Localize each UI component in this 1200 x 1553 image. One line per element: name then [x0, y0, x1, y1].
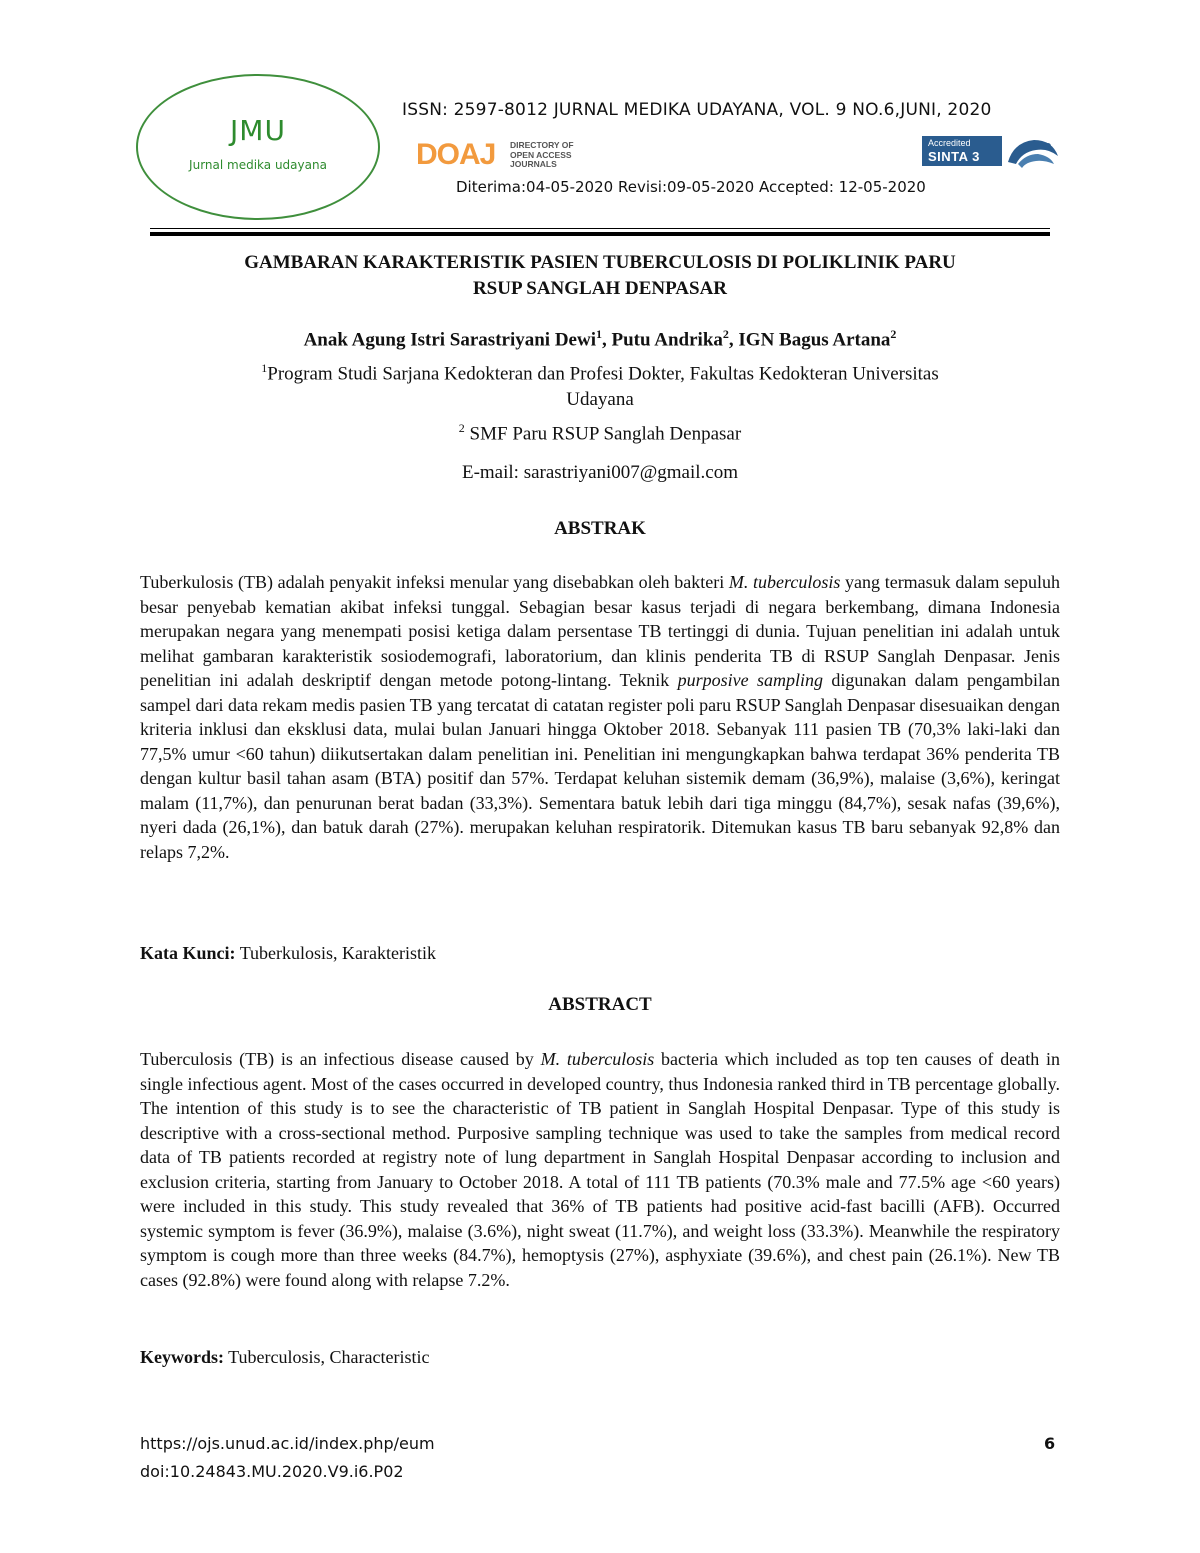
submission-dates: Diterima:04-05-2020 Revisi:09-05-2020 Accepted: 12-05-2020 — [456, 178, 926, 196]
doaj-line1: DIRECTORY OF — [510, 140, 574, 150]
author-3: , IGN Bagus Artana — [728, 329, 891, 351]
affiliation-2-sup: 2 — [458, 421, 465, 436]
abstract-body — [140, 1047, 1060, 1292]
title-line-2: RSUP SANGLAH DENPASAR — [472, 278, 728, 299]
keywords-values: Tuberculosis, Characteristic — [224, 1347, 430, 1367]
affiliations — [140, 355, 1060, 448]
affiliation-2-text: SMF Paru RSUP Sanglah Denpasar — [464, 423, 742, 445]
footer-doi: doi:10.24843.MU.2020.V9.i6.P02 — [140, 1462, 404, 1481]
abstrak-text-2: yang termasuk dalam sepuluh besar penyebab kematian akibat infeksi tunggal. Sebagian besar kasus terjadi di negara berkembang, dimana Indonesia merupakan negara yang menempati posisi ketiga dalam persentase TB tertinggi di dunia. Tujuan penelitian ini adalah untuk melihat gambaran karakteristik sosiodemografi, laboratorium, dan klinis penderita TB di RSUP Sanglah Denpasar. Jenis penelitian ini adalah deskriptif dengan metode potong-lintang. Teknik — [140, 572, 1060, 690]
abstrak-text-1: Tuberkulosis (TB) adalah penyakit infeksi menular yang disebabkan oleh bakteri — [140, 572, 729, 592]
globe-icon — [1004, 134, 1060, 174]
abstrak-italic-2: purposive sampling — [677, 670, 823, 690]
abstract-text-2: bacteria which included as top ten causes of death in single infectious agent. Most of the cases occurred in developed country, thus Indonesia ranked third in TB percentage globally. The intention of this study is to see the characteristic of TB patient in Sanglah Hospital Denpasar. Type of this study is descriptive with a cross-sectional method. Purposive sampling technique was used to take the samples from medical record data of TB patients recorded at registry note of lung department in Sanglah Hospital Denpasar according to inclusion and exclusion criteria, starting from January to October 2018. A total of 111 TB patients (70.3% male and 77.5% age <60 years) were included in this study. This study revealed that 36% of TB patients had positive acid-fast bacilli (AFB). Occurred systemic symptom is fever (36.9%), malaise (3.6%), night sweat (11.7%), and weight loss (33.3%). Meanwhile the respiratory symptom is cough more than three weeks (84.7%), hemoptysis (27%), asphyxiate (39.6%), and chest pain (26.1%). New TB cases (92.8%) were found along with relapse 7.2%. — [140, 1049, 1060, 1290]
logo-abbrev: JMU — [230, 114, 286, 147]
abstract-italic-1: M. tuberculosis — [540, 1049, 655, 1069]
affiliation-1-cont: Udayana — [566, 389, 634, 411]
paper-title — [140, 250, 1060, 302]
kata-kunci-values: Tuberkulosis, Karakteristik — [235, 943, 437, 963]
doaj-line2: OPEN ACCESS — [510, 149, 572, 160]
header-divider-thick — [150, 232, 1050, 236]
abstrak-heading: ABSTRAK — [554, 518, 646, 539]
abstrak-italic-1: M. tuberculosis — [728, 572, 841, 592]
sinta-box — [922, 136, 1002, 166]
doaj-line3: JOURNALS — [510, 159, 557, 169]
author-2-sup: 2 — [722, 327, 729, 341]
page-number: 6 — [1044, 1434, 1056, 1453]
sinta-accredited: Accredited — [928, 138, 971, 148]
logo-subtitle: Jurnal medika udayana — [189, 158, 327, 172]
author-email: E-mail: sarastriyani007@gmail.com — [461, 462, 739, 483]
kata-kunci — [140, 943, 1060, 964]
doaj-mark: DOAJ — [416, 138, 496, 171]
keywords-label: Keywords: — [140, 1347, 224, 1367]
footer-url[interactable]: https://ojs.unud.ac.id/index.php/eum — [140, 1434, 435, 1453]
kata-kunci-label: Kata Kunci: — [140, 943, 236, 963]
abstract-text-1: Tuberculosis (TB) is an infectious disease caused by — [140, 1049, 541, 1069]
author-list — [140, 327, 1060, 351]
abstract-heading: ABSTRACT — [548, 994, 652, 1015]
sinta-badge — [922, 136, 1062, 176]
abstrak-body — [140, 570, 1060, 864]
affiliation-1-sup: 1 — [261, 361, 268, 375]
sinta-label: SINTA 3 — [928, 149, 980, 164]
author-1-sup: 1 — [595, 327, 602, 341]
header-divider-thin — [150, 228, 1050, 229]
abstrak-text-3: digunakan dalam pengambilan sampel dari data rekam medis pasien TB yang tercatat di catatan register poli paru RSUP Sanglah Denpasar disesuaikan dengan kriteria inklusi dan eksklusi data, mulai bulan Januari hingga Oktober 2018. Sebanyak 111 pasien TB (70,3% laki-laki dan 77,5% umur <60 tahun) diikutsertakan dalam penelitian ini. Penelitian ini mengungkapkan bahwa terdapat 36% penderita TB dengan kultur basil tahan asam (BTA) positif dan 57%. Terdapat keluhan sistemik demam (36,9%), malaise (3,6%), keringat malam (11,7%), dan penurunan berat badan (33,3%). Sementara batuk lebih dari tiga minggu (84,7%), sesak nafas (39,6%), nyeri dada (26,1%), dan batuk darah (27%). merupakan keluhan respiratorik. Ditemukan kasus TB baru sebanyak 92,8% dan relaps 7,2%. — [140, 670, 1061, 862]
affiliation-2 — [140, 415, 1060, 447]
author-2: , Putu Andrika — [601, 329, 723, 351]
author-3-sup: 2 — [890, 327, 897, 341]
affiliation-1 — [140, 355, 1060, 387]
affiliation-1-text: Program Studi Sarjana Kedokteran dan Profesi Dokter, Fakultas Kedokteran Universitas — [267, 363, 939, 385]
title-line-1: GAMBARAN KARAKTERISTIK PASIEN TUBERCULOSIS DI POLIKLINIK PARU — [244, 252, 956, 273]
keywords — [140, 1347, 1060, 1368]
issn-line: ISSN: 2597-8012 JURNAL MEDIKA UDAYANA, VOL. 9 NO.6,JUNI, 2020 — [402, 100, 992, 120]
doaj-text — [510, 141, 600, 170]
author-1: Anak Agung Istri Sarastriyani Dewi — [303, 329, 596, 351]
doaj-logo — [416, 138, 596, 174]
jmu-logo — [136, 74, 380, 220]
